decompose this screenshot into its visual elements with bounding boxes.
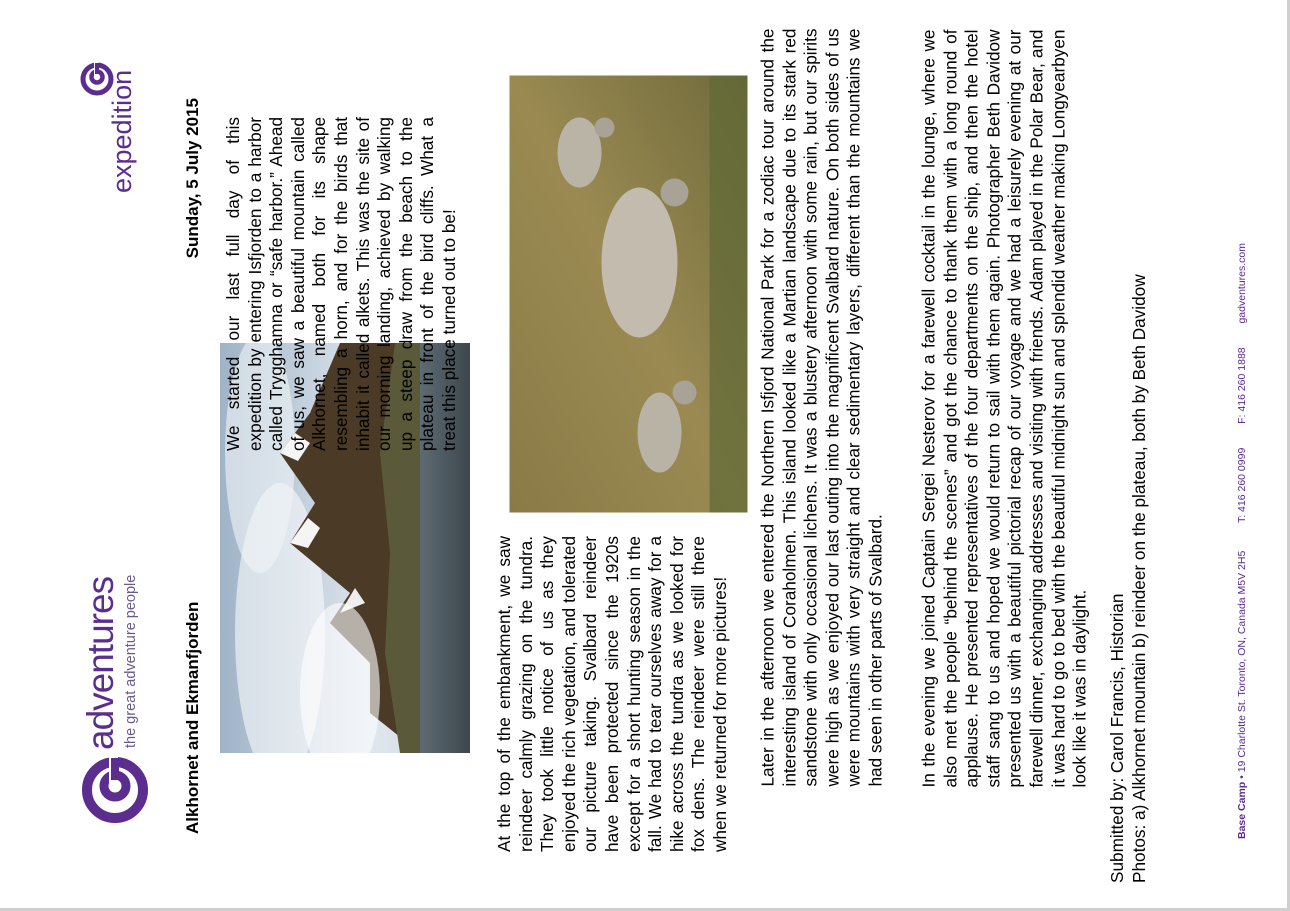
gadventures-logo [79, 574, 151, 826]
credits [1107, 123, 1151, 883]
brand-tagline: the great adventure people [123, 574, 139, 748]
paragraph-afternoon [758, 29, 885, 787]
paragraph-morning [223, 117, 459, 451]
paragraph-afternoon-text: Later in the afternoon we entered the Northern Isfjord National Park for a zodiac tour around the interesting island of Coraholmen. This island looked like a Martian landscape due to its stark red sandstone with only occasional lichens. It was a blustery afternoon with some rain, but our spirits were high as we enjoyed our last outing into the magnificent Svalbard nature. On both sides of us were mountains with very straight and clear sedimentary layers, different than the mountains we had seen in other parts of Svalbard. [757, 28, 886, 787]
footer-fax: F: 416 260 1888 [1236, 347, 1248, 424]
expedition-label: expedition [107, 69, 137, 193]
brand-name: adventures [80, 576, 121, 750]
g-logo-icon [79, 754, 151, 826]
footer-phone: T: 416 260 0999 [1236, 447, 1248, 524]
reindeer-photo [510, 76, 748, 513]
paragraph-morning-text: We started our last full day of this expedition by entering Isfjorden to a harbor called Trygghamna or “safe harbor.” Ahead of us, we saw a beautiful mountain called Alkhornet, named both for its shape resembling a horn, and for the birds that inhabit it called alkets. This was the site of our morning landing, achieved by walking up a steep draw from the beach to the plateau in front of the bird cliffs. What a treat this place turned out to be! [223, 117, 459, 451]
photo-credits: Photos: a) Alkhornet mountain b) reindeer on the plateau, both by Beth Davidow [1128, 274, 1149, 883]
submitted-by: Submitted by: Carol Francis, Historian [1107, 593, 1127, 883]
footer-address: • 19 Charlotte St. Toronto, ON, Canada M5V 2H5 [1236, 550, 1248, 779]
page-date: Sunday, 5 July 2015 [183, 98, 202, 259]
paragraph-reindeer-text: At the top of the embankment, we saw reindeer calmly grazing on the tundra. They took little notice of us as they enjoyed the rich vegetation, and tolerated our picture taking. Svalbard reindeer have been protected since the 1920s except for a short hunting season in the fall. We had to tear ourselves away for a hike across the tundra as we looked for fox dens. The reindeer were still there when we returned for more pictures! [494, 536, 730, 852]
paragraph-evening-text: In the evening we joined Captain Sergei Nesterov for a farewell cocktail in the lounge, where we also met the people “behind the scenes” and got the chance to thank them with a long round of applause. He presented representatives of the four departments on the ship, and then the hotel staff sang to us and hoped we would return to sail with them again. Photographer Beth Davidow presented us with a beautiful pictorial recap of our voyage and we had a leisurely evening at our farewell dinner, exchanging addresses and visiting with friends. Adam played in the Polar Bear, and it was hard to go to bed with the beautiful midnight sun and splendid weather making Longyearbyen look like it was in daylight. [918, 29, 1090, 788]
paragraph-evening [918, 29, 1090, 788]
footer-office: Base Camp [1236, 781, 1248, 839]
paragraph-reindeer [494, 536, 734, 852]
page-title: Alkhornet and Ekmanfjorden [183, 601, 202, 834]
footer-web: gadventures.com [1236, 242, 1248, 324]
footer [1234, 79, 1250, 839]
